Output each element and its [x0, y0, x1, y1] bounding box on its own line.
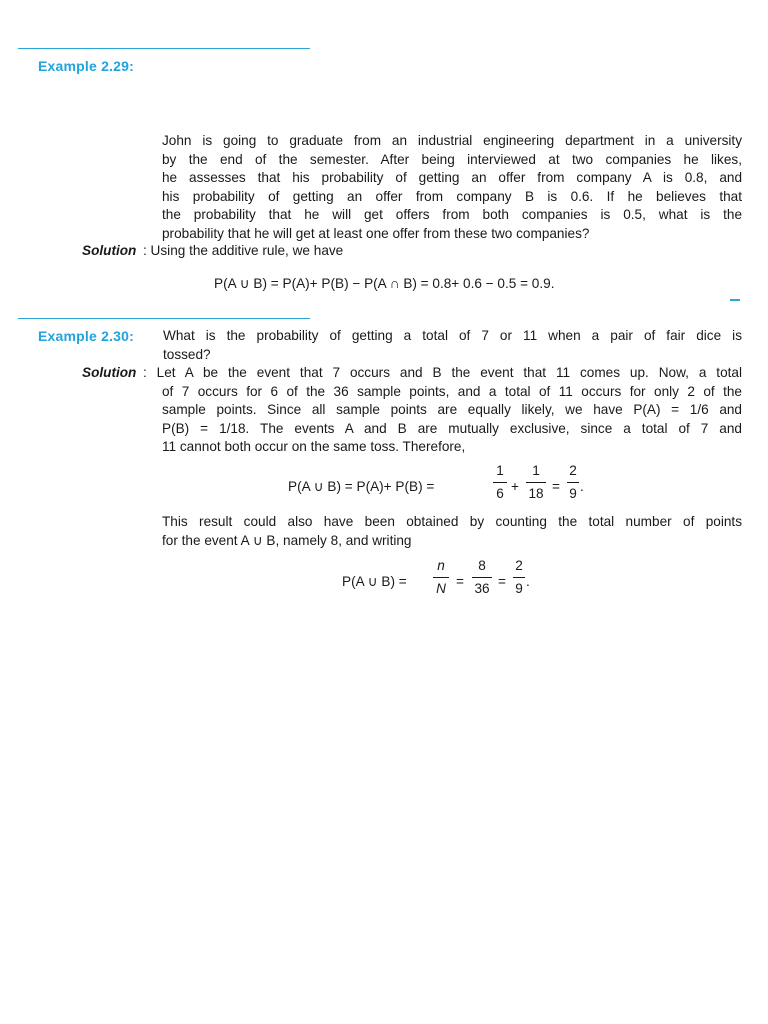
example-2-30-solution-label: Solution [82, 365, 137, 380]
solution-line: P(B) = 1/18. The events A and B are mutually exclusive, since a total of 7 and [162, 420, 742, 436]
eq1-fraction-3 [567, 463, 579, 502]
denominator: 9 [515, 581, 523, 596]
example-2-29-heading: Example 2.29: [38, 58, 134, 74]
example-2-30-solution-cont [162, 383, 742, 457]
problem-line: John is going to graduate from an industrial engineering department in a university [162, 133, 742, 148]
denominator: N [436, 581, 446, 596]
numerator: 8 [478, 558, 486, 573]
middle-line: This result could also have been obtained by counting the total number of points [162, 514, 742, 529]
denominator: 36 [474, 581, 490, 596]
eq1-fraction-1 [493, 463, 507, 502]
eq1-lhs: P(A ∪ B) = P(A)+ P(B) = [288, 479, 435, 494]
example-2-30-heading: Example 2.30: [38, 328, 134, 344]
eq1-equals: = [552, 479, 560, 494]
problem-line: tossed? [163, 346, 211, 362]
numerator: 2 [515, 558, 523, 573]
eq2-equals-1: = [456, 574, 464, 589]
eq2-equals-2: = [498, 574, 506, 589]
middle-line: for the event A ∪ B, namely 8, and writing [162, 532, 412, 548]
example-2-30-middle [162, 513, 742, 550]
eq1-fraction-2 [526, 463, 546, 502]
solution-line: 11 cannot both occur on the same toss. Therefore, [162, 439, 466, 455]
example-2-29-solution-text: : Using the additive rule, we have [143, 243, 344, 258]
eq2-period: . [526, 574, 530, 589]
eq2-lhs: P(A ∪ B) = [342, 574, 407, 589]
solution-line: sample points. Since all sample points are equally likely, we have P(A) = 1/6 and [162, 402, 742, 418]
fraction-bar [433, 577, 449, 578]
eq1-plus: + [511, 479, 519, 494]
problem-line: the probability that he will get offers from both companies is 0.5, what is the [162, 207, 742, 223]
section-rule [18, 318, 310, 319]
problem-line: he assesses that his probability of getting an offer from company A is 0.8, and [162, 170, 742, 186]
denominator: 6 [496, 486, 504, 501]
problem-line: probability that he will get at least one offer from these two companies? [162, 225, 590, 241]
fraction-bar [526, 482, 546, 483]
problem-line: his probability of getting an offer from company B is 0.6. If he believes that [162, 188, 742, 204]
fraction-bar [472, 577, 492, 578]
eq2-fraction-1 [433, 558, 449, 597]
example-2-29-problem [162, 132, 742, 244]
fraction-bar [493, 482, 507, 483]
solution-line: : Let A be the event that 7 occurs and B the event that 11 comes up. Now, a total [143, 365, 742, 380]
numerator: n [437, 558, 445, 573]
example-2-30-solution [143, 364, 742, 383]
margin-tick [730, 299, 740, 301]
fraction-bar [567, 482, 579, 483]
example-2-29-solution-label: Solution [82, 243, 137, 258]
numerator: 2 [569, 463, 577, 478]
eq1-period: . [580, 479, 584, 494]
eq2-fraction-3 [513, 558, 525, 597]
fraction-bar [513, 577, 525, 578]
denominator: 9 [569, 486, 577, 501]
top-rule [18, 48, 310, 49]
example-2-29-equation: P(A ∪ B) = P(A)+ P(B) − P(A ∩ B) = 0.8+ 0.6 − 0.5 = 0.9. [214, 276, 555, 291]
example-2-30-problem [163, 327, 742, 364]
problem-line: by the end of the semester. After being interviewed at two companies he likes, [162, 151, 742, 167]
denominator: 18 [528, 486, 544, 501]
numerator: 1 [496, 463, 504, 478]
numerator: 1 [532, 463, 540, 478]
eq2-fraction-2 [472, 558, 492, 597]
problem-line: What is the probability of getting a total of 7 or 11 when a pair of fair dice is [163, 328, 742, 343]
solution-line: of 7 occurs for 6 of the 36 sample points, and a total of 11 occurs for only 2 of the [162, 383, 742, 399]
